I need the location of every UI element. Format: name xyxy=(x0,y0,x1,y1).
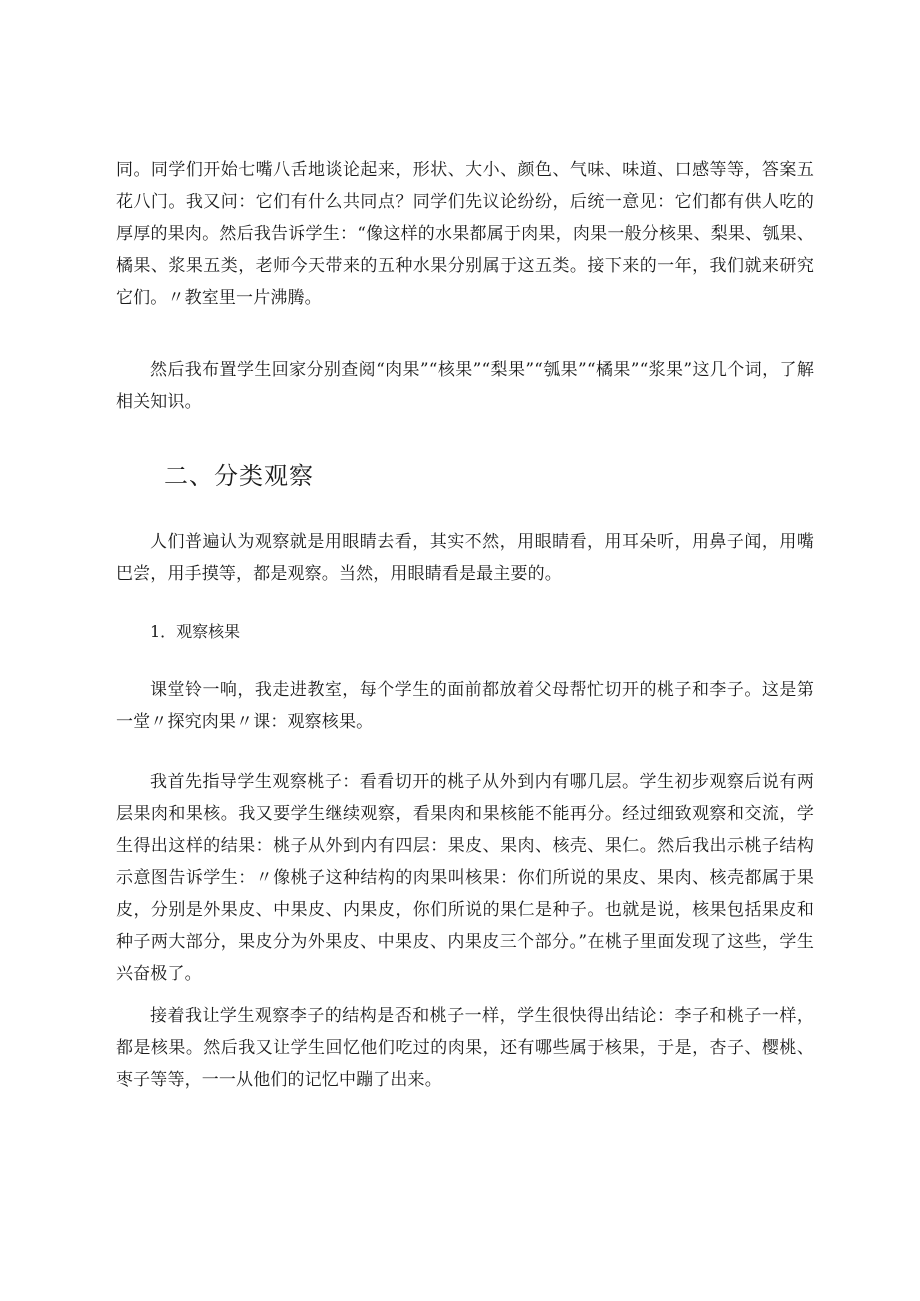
paragraph-peach-observation: 我首先指导学生观察桃子：看看切开的桃子从外到内有哪几层。学生初步观察后说有两层果肉和果核。我又要学生继续观察，看果肉和果核能不能再分。经过细致观察和交流，学生得出这样的结果：桃子从外到内有四层：果皮、果肉、核壳、果仁。然后我出示桃子结构示意图告诉学生：〃像桃子这种结构的肉果叫核果：你们所说的果皮、果肉、核壳都属于果皮，分别是外果皮、中果皮、内果皮，你们所说的果仁是种子。也就是说，核果包括果皮和种子两大部分，果皮分为外果皮、中果皮、内果皮三个部分。”在桃子里面发现了这些，学生兴奋极了。 xyxy=(116,772,814,984)
paragraph-plum-observation: 接着我让学生观察李子的结构是否和桃子一样，学生很快得出结论：李子和桃子一样，都是核果。然后我又让学生回忆他们吃过的肉果，还有哪些属于核果，于是，杏子、樱桃、枣子等等，一一从他们的记忆中蹦了出来。 xyxy=(116,1006,814,1090)
paragraph-observation-intro: 人们普遍认为观察就是用眼睛去看，其实不然，用眼睛看，用耳朵听，用鼻子闻，用嘴巴尝，用手摸等，都是观察。当然，用眼睛看是最主要的。 xyxy=(116,532,814,584)
subsection-heading: 1．观察核果 xyxy=(150,622,241,641)
section-heading: 二、分类观察 xyxy=(164,462,314,490)
paragraph-fruit-discussion: 同。同学们开始七嘴八舌地谈论起来，形状、大小、颜色、气味、味道、口感等等，答案五花八门。我又问：它们有什么共同点？同学们先议论纷纷，后统一意见：它们都有供人吃的厚厚的果肉。然后我告诉学生：“像这样的水果都属于肉果，肉果一般分核果、梨果、瓠果、橘果、浆果五类，老师今天带来的五种水果分别属于这五类。接下来的一年，我们就来研究它们。〃教室里一片沸腾。 xyxy=(116,160,814,308)
paragraph-class-start: 课堂铃一响，我走进教室，每个学生的面前都放着父母帮忙切开的桃子和李子。这是第一堂〃探究肉果〃课：观察核果。 xyxy=(116,680,814,732)
paragraph-homework-assignment: 然后我布置学生回家分别查阅“肉果”“核果”“梨果”“瓠果”“橘果”“浆果”这几个词，了解相关知识。 xyxy=(116,360,814,412)
document-page xyxy=(116,0,814,1301)
